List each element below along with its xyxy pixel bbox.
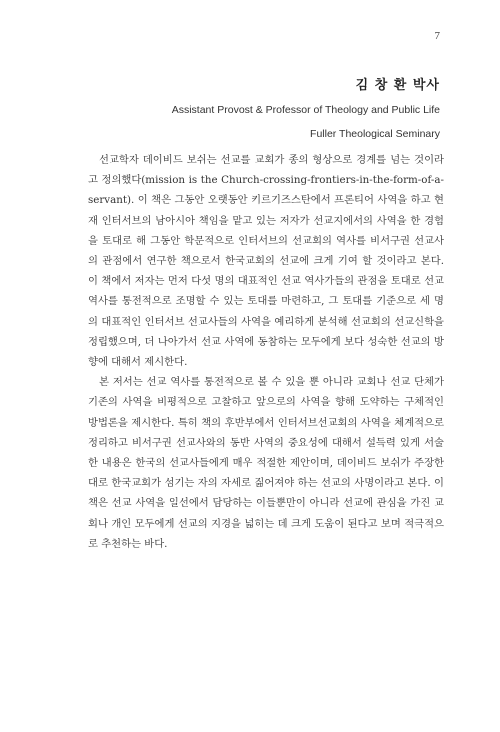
endorser-title: Assistant Provost & Professor of Theology and Public Life <box>171 104 440 116</box>
endorser-block <box>172 74 440 151</box>
paragraph-1: 선교학자 데이비드 보쉬는 선교를 교회가 종의 형상으로 경계를 넘는 것이라고 정의했다(mission is the Church-crossing-frontiers-in-the-form-of-a-servant). 이 책은 그동안 오랫동안 키르기즈스탄에서 프론티어 사역을 하고 현재 인터서브의 남아시아 책임을 맡고 있는 저자가 선교지에서의 사역을 한 경험을 토대로 해 그동안 학문적으로 인터서브의 선교회의 역사를 비서구권 선교사의 관점에서 연구한 책으로서 한국교회의 선교에 크게 기여 할 것이라고 본다. 이 책에서 저자는 먼저 다섯 명의 대표적인 선교 역사가들의 관점을 토대로 선교 역사를 통전적으로 조명할 수 있는 토대를 마련하고, 그 토대를 기준으로 세 명의 대표적인 인터서브 선교사들의 사역을 예리하게 분석해 선교회의 선교신학을 정립했으며, 더 나아가서 선교 사역에 동참하는 모두에게 보다 성숙한 선교의 방향에 대해서 제시한다. <box>88 154 444 369</box>
page-number: 7 <box>434 30 440 42</box>
endorser-name: 김 창 환 박사 <box>355 78 440 93</box>
paragraph-2: 본 저서는 선교 역사를 통전적으로 볼 수 있을 뿐 아니라 교회나 선교 단체가 기존의 사역을 비평적으로 고찰하고 앞으로의 사역을 향해 도약하는 구체적인 방법론을 제시한다. 특히 책의 후반부에서 인터서브선교회의 사역을 체계적으로 정리하고 비서구권 선교사와의 동반 사역의 중요성에 대해서 설득력 있게 서술한 내용은 한국의 선교사들에게 매우 적절한 제안이며, 데이비드 보쉬가 주장한 대로 한국교회가 섬기는 자의 자세로 짊어져야 하는 선교의 사명이라고 본다. 이 책은 선교 사역을 일선에서 담당하는 이들뿐만이 아니라 선교에 관심을 가진 교회나 개인 모두에게 선교의 지경을 넓히는 데 크게 도움이 된다고 보며 적극적으로 추천하는 바다. <box>88 376 444 550</box>
endorsement-body <box>88 150 444 554</box>
endorser-organization: Fuller Theological Seminary <box>310 128 440 140</box>
